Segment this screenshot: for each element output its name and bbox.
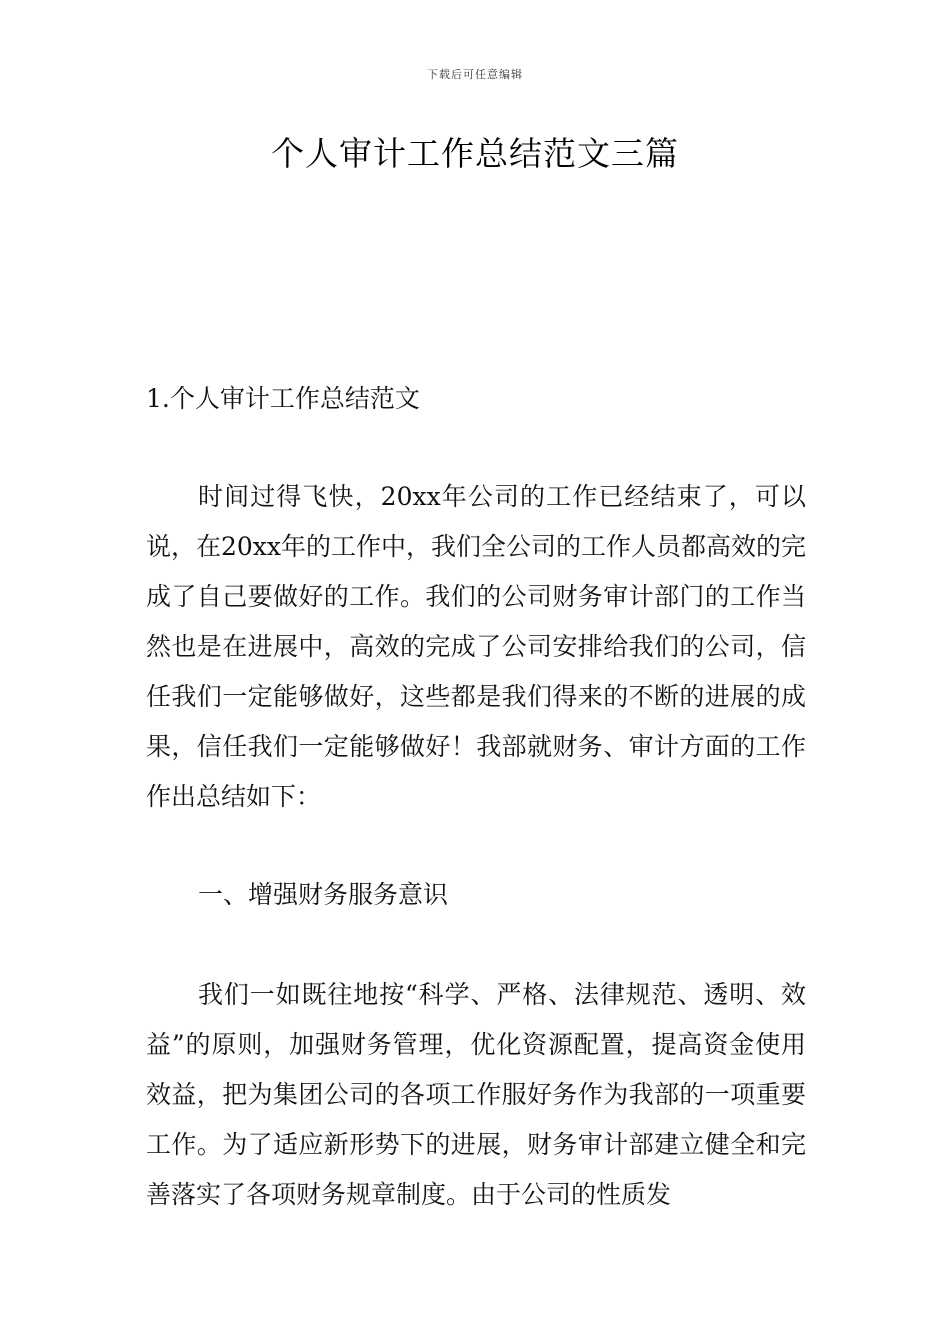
document-title: 个人审计工作总结范文三篇 [271, 134, 679, 173]
paragraph-financial-service: 我们一如既往地按“科学、严格、法律规范、透明、效益”的原则，加强财务管理，优化资源配置，提高资金使用效益，把为集团公司的各项工作服好务作为我部的一项重要工作。为了适应新形势下的进展，财务审计部建立健全和完善落实了各项财务规章制度。由于公司的性质发 [146, 980, 806, 1209]
header-note: 下载后可任意编辑 [427, 68, 523, 81]
section-heading: 1.个人审计工作总结范文 [146, 384, 420, 413]
paragraph-intro: 时间过得飞快，20xx年公司的工作已经结束了，可以说，在20xx年的工作中，我们全公司的工作人员都高效的完成了自己要做好的工作。我们的公司财务审计部门的工作当然也是在进展中，高效的完成了公司安排给我们的公司，信任我们一定能够做好，这些都是我们得来的不断的进展的成果，信任我们一定能够做好！我部就财务、审计方面的工作作出总结如下： [146, 482, 807, 811]
subheading-financial-service: 一、增强财务服务意识 [198, 880, 449, 909]
